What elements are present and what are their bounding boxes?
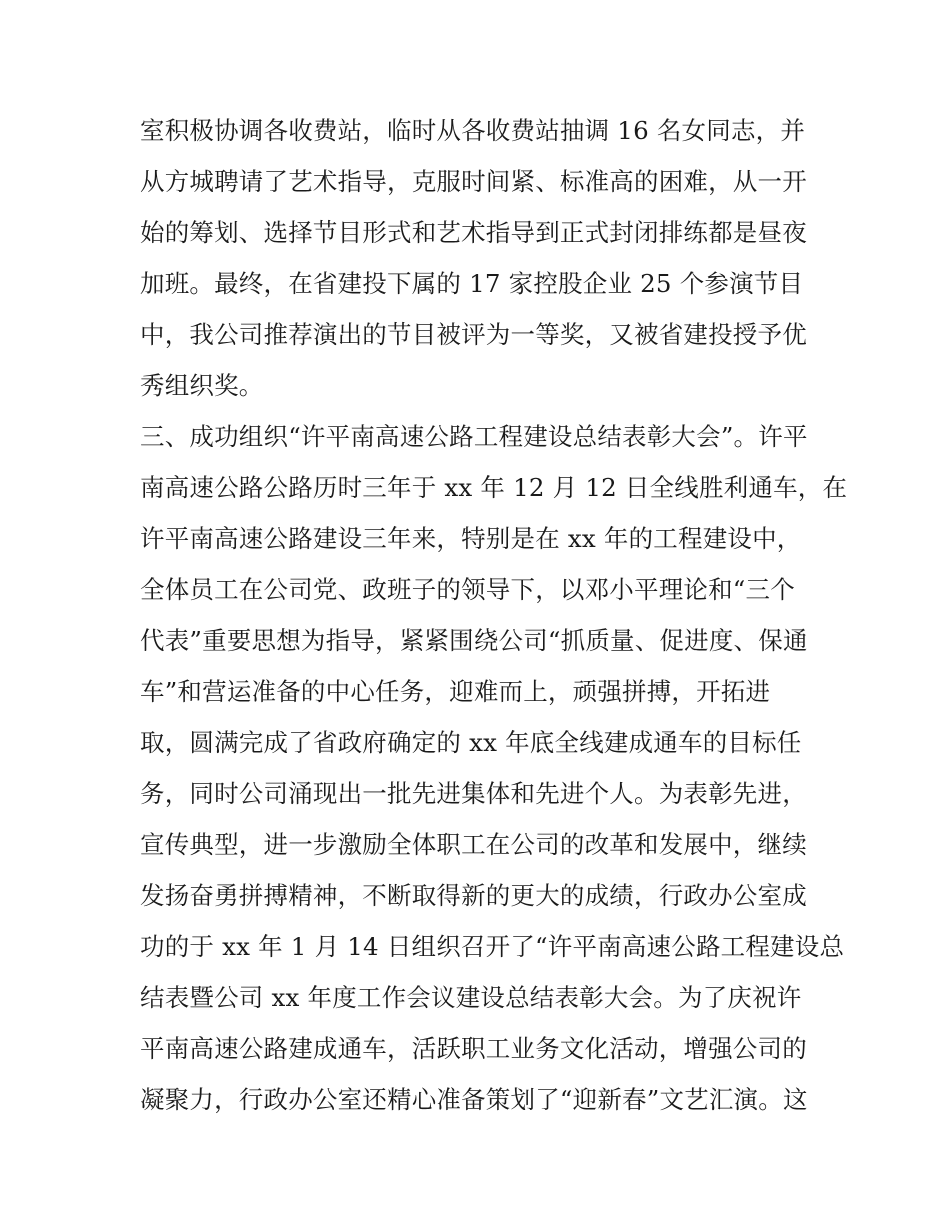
text-line: 中，我公司推荐演出的节目被评为一等奖，又被省建投授予优: [140, 320, 807, 349]
text-line: 秀组织奖。: [140, 371, 264, 400]
body-text: [140, 105, 848, 1125]
text-line: 南高速公路公路历时三年于 xx 年 12 月 12 日全线胜利通车，在: [140, 473, 848, 502]
text-line: 凝聚力，行政办公室还精心准备策划了“迎新春”文艺汇演。这: [140, 1085, 808, 1114]
text-line: 加班。最终，在省建投下属的 17 家控股企业 25 个参演节目: [140, 269, 804, 298]
text-line: 务，同时公司涌现出一批先进集体和先进个人。为表彰先进，: [140, 779, 807, 808]
text-line: 宣传典型，进一步激励全体职工在公司的改革和发展中，继续: [140, 830, 807, 859]
text-line: 平南高速公路建成通车，活跃职工业务文化活动，增强公司的: [140, 1034, 807, 1063]
text-line: 结表暨公司 xx 年度工作会议建设总结表彰大会。为了庆祝许: [140, 983, 802, 1012]
section-heading-line: 三、成功组织“许平南高速公路工程建设总结表彰大会”。许平: [140, 422, 808, 451]
text-line: 始的筹划、选择节目形式和艺术指导到正式封闭排练都是昼夜: [140, 218, 807, 247]
text-line: 代表”重要思想为指导，紧紧围绕公司“抓质量、促进度、保通: [140, 626, 808, 655]
text-line: 室积极协调各收费站，临时从各收费站抽调 16 名女同志，并: [140, 116, 806, 145]
text-line: 功的于 xx 年 1 月 14 日组织召开了“许平南高速公路工程建设总: [140, 932, 845, 961]
text-line: 车”和营运准备的中心任务，迎难而上，顽强拼搏，开拓进: [140, 677, 771, 706]
text-line: 全体员工在公司党、政班子的领导下，以邓小平理论和“三个: [140, 575, 795, 604]
text-line: 发扬奋勇拼搏精神，不断取得新的更大的成绩，行政办公室成: [140, 881, 807, 910]
text-line: 从方城聘请了艺术指导，克服时间紧、标准高的困难，从一开: [140, 167, 807, 196]
text-line: 取，圆满完成了省政府确定的 xx 年底全线建成通车的目标任: [140, 728, 802, 757]
text-line: 许平南高速公路建设三年来，特别是在 xx 年的工程建设中，: [140, 524, 802, 553]
